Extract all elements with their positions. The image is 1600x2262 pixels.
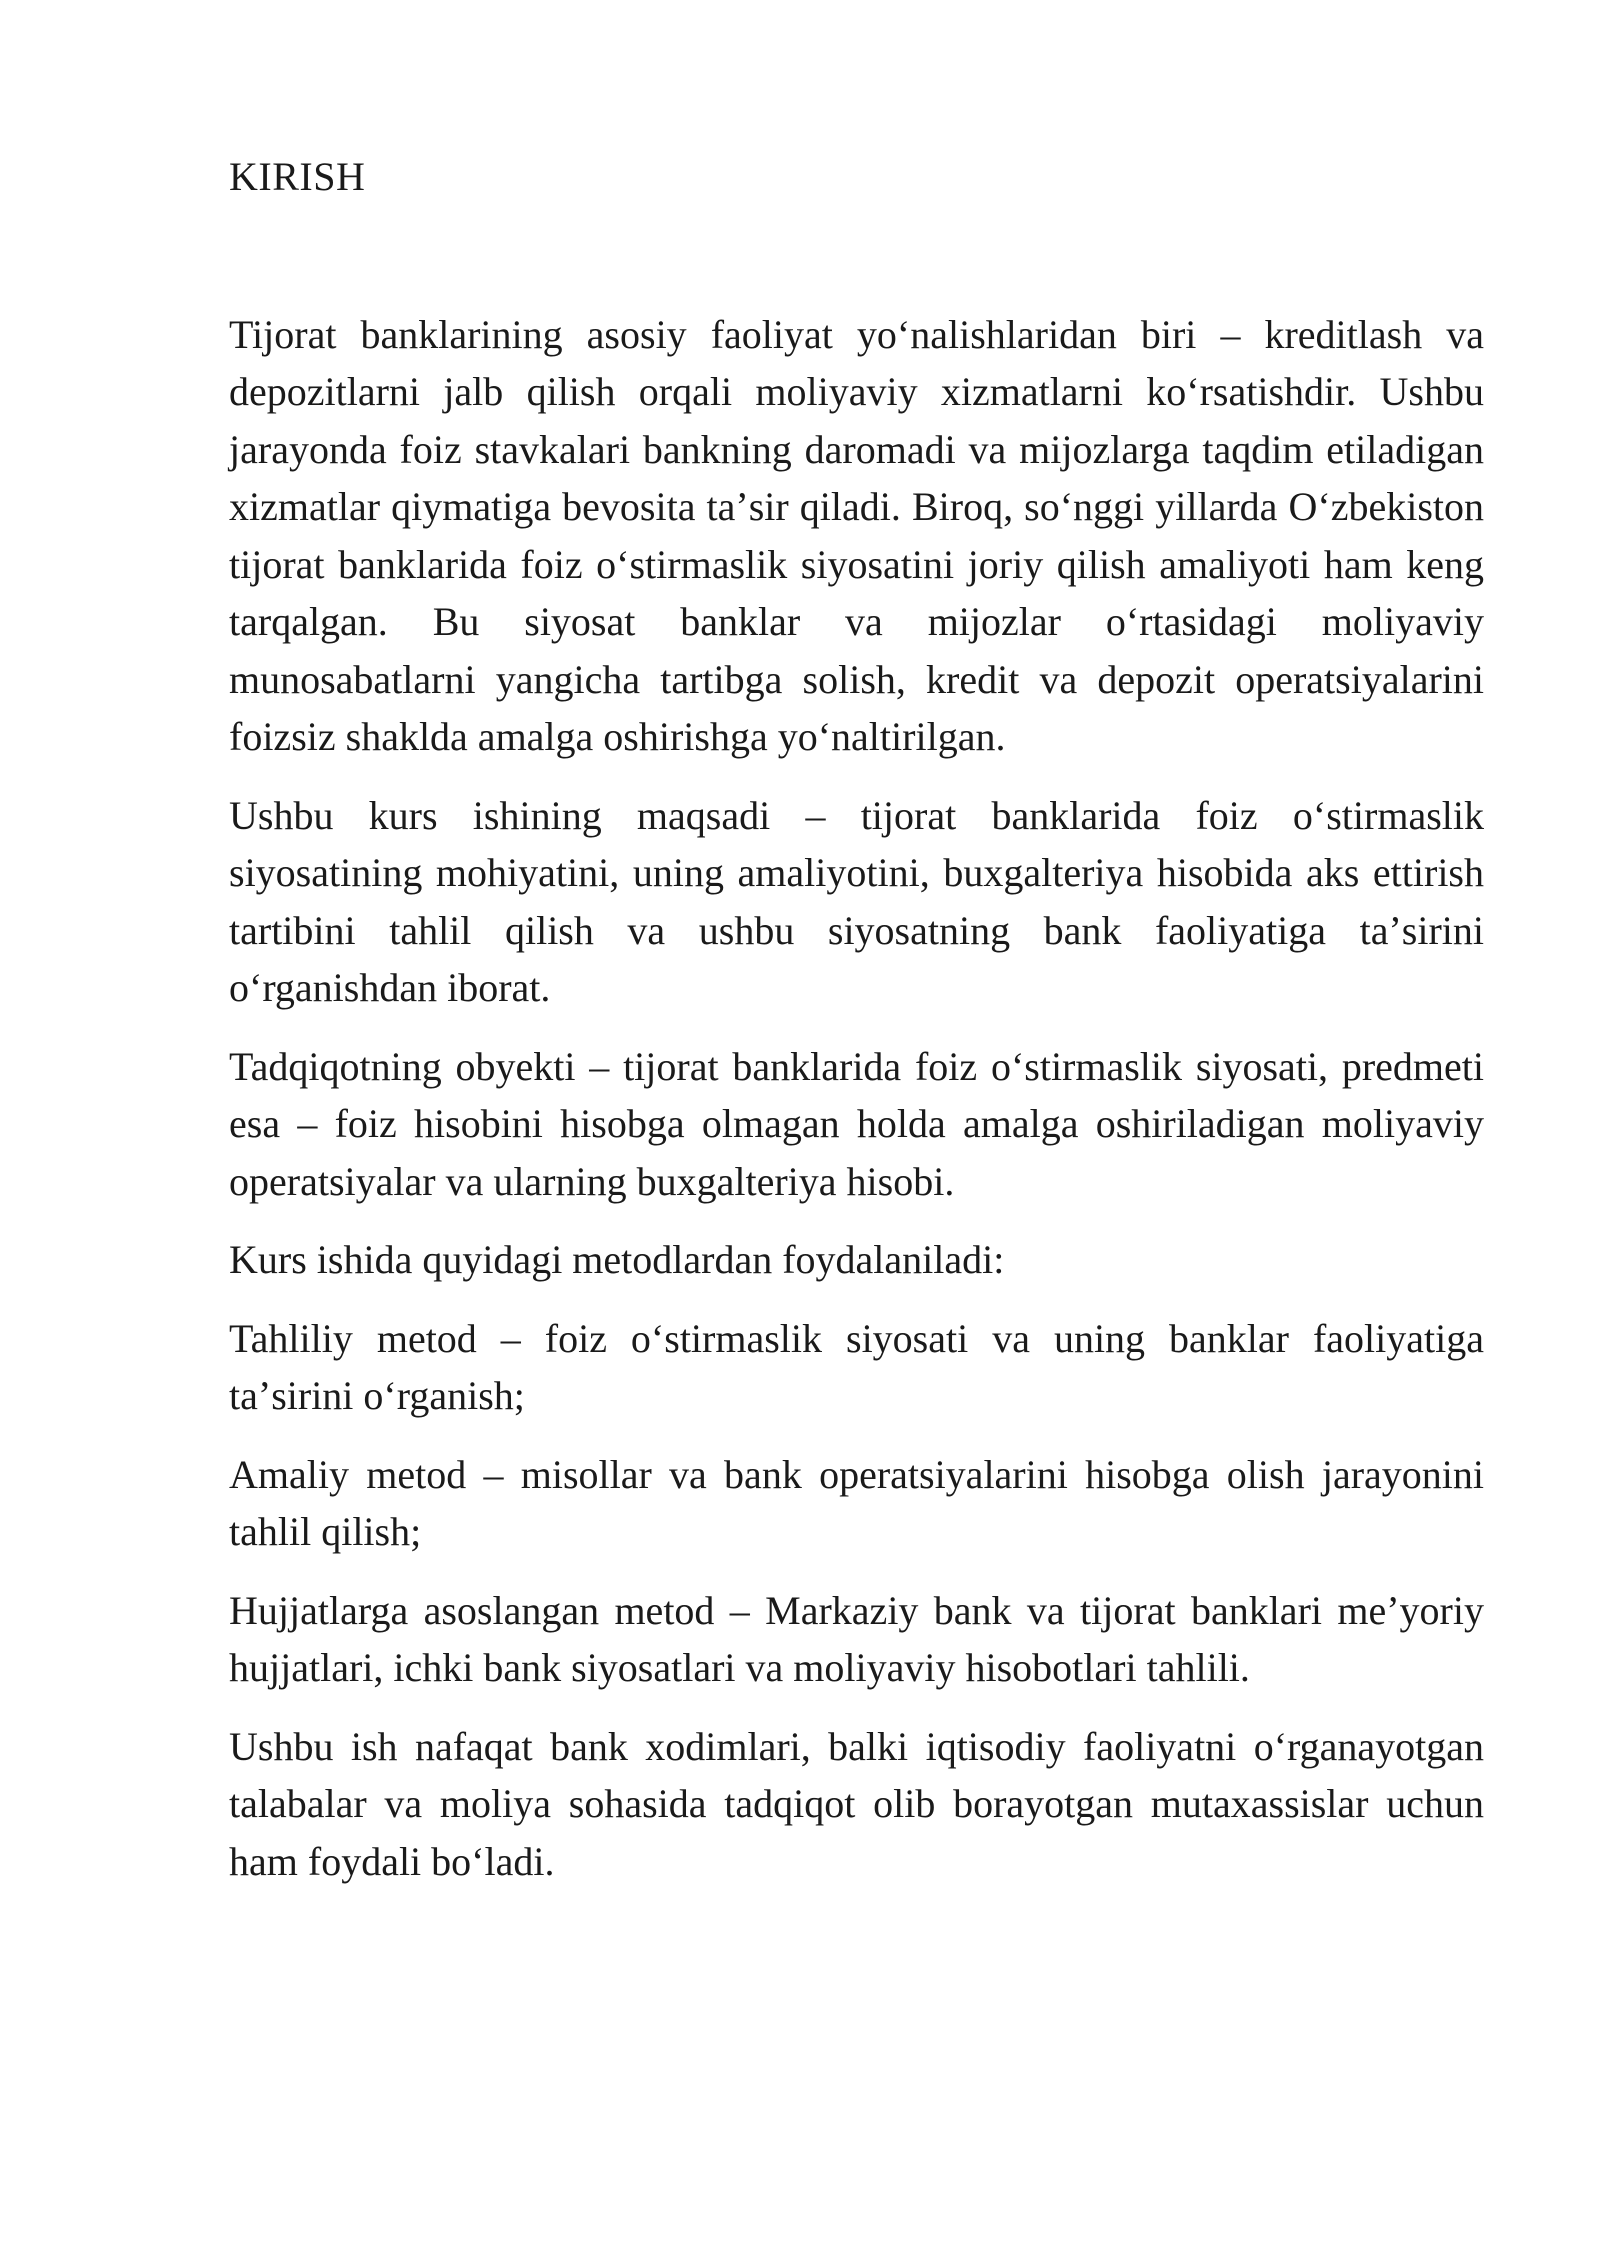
- paragraph-analytical-method: Tahliliy metod – foiz oʻstirmaslik siyosati va uning banklar faoliyatiga taʼsirini oʻrganish;: [229, 1315, 1484, 1418]
- paragraph-audience: Ushbu ish nafaqat bank xodimlari, balki iqtisodiy faoliyatni oʻrganayotgan talabalar va moliya sohasida tadqiqot olib borayotgan mutaxassislar uchun ham foydali boʻladi.: [229, 1723, 1484, 1884]
- paragraph-introduction: Tijorat banklarining asosiy faoliyat yoʻnalishlaridan biri – kreditlash va depozitlarni jalb qilish orqali moliyaviy xizmatlarni koʻrsatishdir. Ushbu jarayonda foiz stavkalari bankning daromadi va mijozlarga taqdim etiladigan xizmatlar qiymatiga bevosita taʼsir qiladi. Biroq, soʻnggi yillarda Oʻzbekiston tijorat banklarida foiz oʻstirmaslik siyosatini joriy qilish amaliyoti ham keng tarqalgan. Bu siyosat banklar va mijozlar oʻrtasidagi moliyaviy munosabatlarni yangicha tartibga solish, kredit va depozit operatsiyalarini foizsiz shakldа amalga oshirishga yoʻnaltirilgan.: [229, 311, 1484, 759]
- section-heading: KIRISH: [229, 154, 366, 199]
- paragraph-practical-method: Amaliy metod – misollar va bank operatsiyalarini hisobga olish jarayonini tahlil qilish;: [229, 1451, 1484, 1554]
- paragraph-purpose: Ushbu kurs ishining maqsadi – tijorat banklarida foiz oʻstirmaslik siyosatining mohiyatini, uning amaliyotini, buxgalteriya hisobida aks ettirish tartibini tahlil qilish va ushbu siyosatning bank faoliyatiga taʼsirini oʻrganishdan iborat.: [229, 792, 1484, 1010]
- document-body: [229, 148, 1484, 1890]
- paragraph-document-method: Hujjatlarga asoslangan metod – Markaziy bank va tijorat banklari meʼyoriy hujjatlari, ichki bank siyosatlari va moliyaviy hisobotlari tahlili.: [229, 1587, 1484, 1690]
- paragraph-object-subject: Tadqiqotning obyekti – tijorat banklarida foiz oʻstirmaslik siyosati, predmeti esa – foiz hisobini hisobga olmagan holda amalga oshiriladigan moliyaviy operatsiyalar va ularning buxgalteriya hisobi.: [229, 1043, 1484, 1204]
- paragraph-methods-intro: Kurs ishida quyidagi metodlardan foydalaniladi:: [229, 1237, 1005, 1282]
